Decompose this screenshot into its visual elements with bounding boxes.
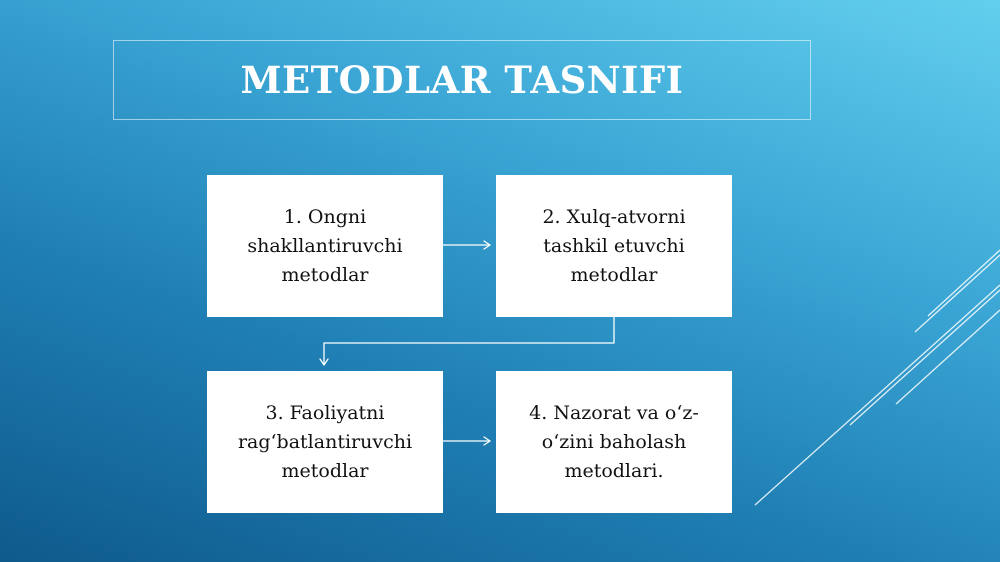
method-box-4-label: 4. Nazorat va o‘z-o‘zini baholash metodlari. [529, 401, 699, 482]
slide-title: METODLAR TASNIFI [240, 58, 684, 102]
method-box-1 [207, 175, 443, 317]
method-box-2-label: 2. Xulq-atvorni tashkil etuvchi metodlar [542, 205, 686, 286]
method-box-3-label: 3. Faoliyatni rag‘batlantiruvchi metodlar [237, 401, 413, 482]
method-box-3 [207, 371, 443, 513]
arrow-3-to-4 [443, 437, 490, 445]
method-box-1-label: 1. Ongni shakllantiruvchi metodlar [247, 205, 403, 286]
method-box-2 [496, 175, 732, 317]
arrow-2-to-3 [320, 317, 614, 365]
arrow-1-to-2 [443, 241, 490, 249]
method-box-4 [496, 371, 732, 513]
